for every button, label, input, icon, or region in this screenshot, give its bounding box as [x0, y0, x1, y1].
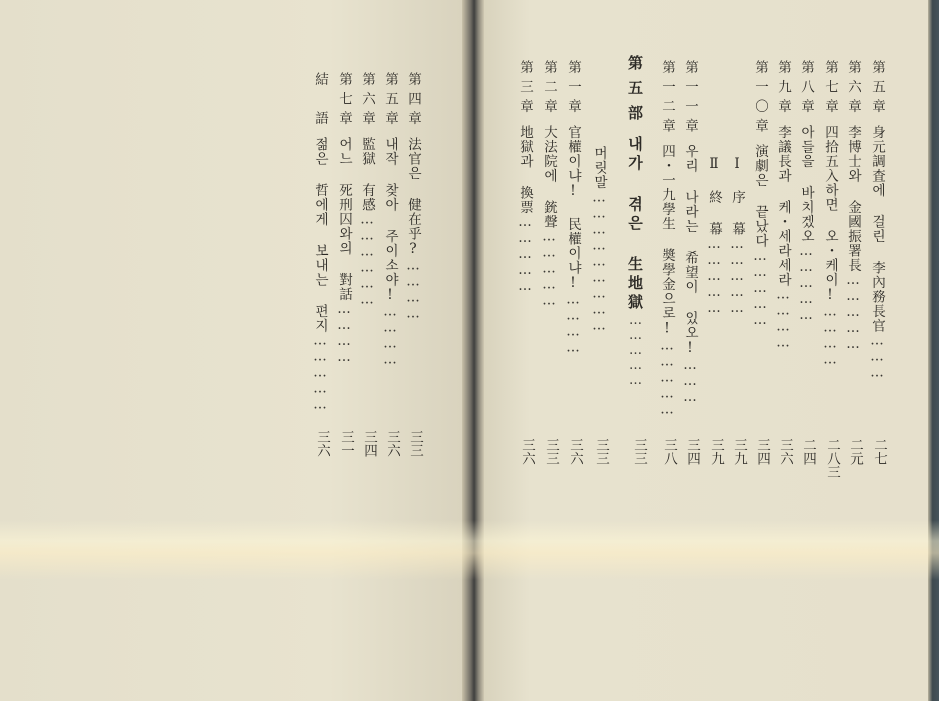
leader-dots: ………………: [359, 211, 375, 308]
leader-dots: …………: [405, 257, 421, 322]
leader-dots: ……………: [628, 313, 643, 388]
chapter-title: 아들을 바치겠오: [798, 124, 814, 243]
chapter-label: 第一章: [565, 60, 581, 119]
toc-entry: [842, 60, 864, 352]
leader-dots: …………: [822, 303, 838, 368]
chapter-label: 第五章: [382, 72, 398, 131]
chapter-label: 第七章: [336, 72, 352, 131]
leader-dots: ………: [682, 357, 698, 405]
toc-entry: [772, 60, 794, 351]
toc-entry: [656, 60, 678, 418]
toc-entry: [538, 60, 560, 309]
chapter-title: 法官은 健在乎?: [405, 136, 421, 258]
toc-entry: [819, 60, 841, 368]
leader-dots: ……………: [729, 236, 745, 316]
chapter-title: Ⅰ 序 幕: [729, 156, 745, 236]
leader-dots: …………: [775, 286, 791, 351]
page-number: 二四: [800, 438, 816, 465]
leader-dots: …………: [565, 291, 581, 356]
chapter-label: 第七章: [822, 60, 838, 119]
part-label: 第五部: [626, 55, 644, 130]
chapter-label: 結 語: [312, 72, 328, 131]
leader-dots: ……………: [312, 332, 328, 413]
page-number: 二七: [871, 438, 887, 465]
page-number: 三四: [361, 430, 377, 457]
leader-dots: …………: [336, 301, 352, 365]
page-number: 三九: [708, 438, 724, 465]
chapter-title: Ⅱ 終 幕: [706, 156, 722, 236]
chapter-label: 第六章: [845, 60, 861, 119]
chapter-title: 머릿말: [591, 146, 607, 190]
page-number: 三三: [631, 438, 647, 465]
page-number: 三四: [684, 438, 700, 465]
chapter-title: 어느 死刑囚와의 對話: [336, 136, 352, 301]
leader-dots: ……………: [845, 272, 861, 352]
toc-entry: [402, 72, 424, 322]
page-number: 三六: [384, 430, 400, 457]
chapter-label: 第一二章: [659, 60, 675, 138]
chapter-title: 내작 찾아 주이소야!: [382, 136, 398, 304]
leader-dots: …………: [382, 303, 398, 368]
cover-edge: [928, 0, 939, 701]
page-number: 三六: [777, 438, 793, 465]
leader-dots: ……………: [706, 236, 722, 316]
page-number: 三一: [338, 430, 354, 457]
leader-dots: ………………………: [591, 189, 607, 334]
chapter-label: 第八章: [798, 60, 814, 119]
leader-dots: ……………: [541, 228, 557, 309]
chapter-title: 大法院에 銃聲: [541, 124, 557, 229]
page-number: 三三: [593, 438, 609, 465]
toc-entry: [679, 60, 701, 405]
toc-entry: [726, 150, 748, 316]
chapter-label: 第九章: [775, 60, 791, 119]
toc-entry: [749, 60, 771, 328]
toc-entry: [514, 60, 536, 294]
chapter-label: 第四章: [405, 72, 421, 131]
leader-dots: ……………: [798, 243, 814, 323]
chapter-label: 第一一章: [682, 60, 698, 138]
book-gutter: [462, 0, 484, 701]
page-number: 三六: [519, 438, 535, 465]
toc-entry: [866, 60, 888, 381]
toc-entry: [795, 60, 817, 323]
toc-entry: [356, 72, 378, 308]
page-number: 三六: [567, 438, 583, 465]
chapter-label: 第二章: [541, 60, 557, 119]
chapter-label: 第一〇章: [752, 60, 768, 138]
chapter-label: 第三章: [517, 60, 533, 119]
chapter-title: 우리 나라는 希望이 있오!: [682, 144, 698, 357]
page-number: 三八: [661, 438, 677, 465]
page-number: 二元: [847, 438, 863, 465]
page-number: 三三: [543, 438, 559, 465]
chapter-title: 監獄 有感: [359, 136, 375, 212]
toc-entry: [309, 72, 331, 413]
chapter-title: 官權이냐! 民權이냐!: [565, 124, 581, 292]
leader-dots: ………: [869, 332, 885, 381]
part-title: 내가 겪은 生地獄: [626, 136, 644, 313]
toc-entry: [588, 140, 610, 334]
chapter-label: 第五章: [869, 60, 885, 119]
toc-entry: [379, 72, 401, 368]
chapter-title: 李博士와 金國振署長: [845, 124, 861, 272]
chapter-title: 四・一九學生 奬學金으로!: [659, 144, 675, 338]
chapter-title: 李議長과 케・세라세라: [775, 124, 791, 287]
chapter-label: 第六章: [359, 72, 375, 131]
part-heading: [620, 55, 646, 388]
leader-dots: ……………: [752, 248, 768, 328]
chapter-title: 地獄과 換票: [517, 124, 533, 214]
leader-dots: ……………: [659, 337, 675, 418]
toc-entry: [703, 150, 725, 316]
page-number: 三三: [407, 430, 423, 457]
chapter-title: 身元調査에 걸린 李內務長官: [869, 124, 885, 333]
page-number: 三六: [314, 430, 330, 457]
chapter-title: 四拾五入하면 오・케이!: [822, 124, 838, 304]
page-number: 三九: [731, 438, 747, 465]
page-number: 二八三: [824, 438, 840, 479]
page-number: 三四: [754, 438, 770, 465]
chapter-title: 젊은 哲에게 보내는 편지: [312, 136, 328, 333]
leader-dots: ……………: [517, 214, 533, 294]
toc-entry: [333, 72, 355, 365]
chapter-title: 演劇은 끝났다: [752, 144, 768, 248]
scan-glare-band: [0, 520, 939, 580]
toc-entry: [562, 60, 584, 356]
